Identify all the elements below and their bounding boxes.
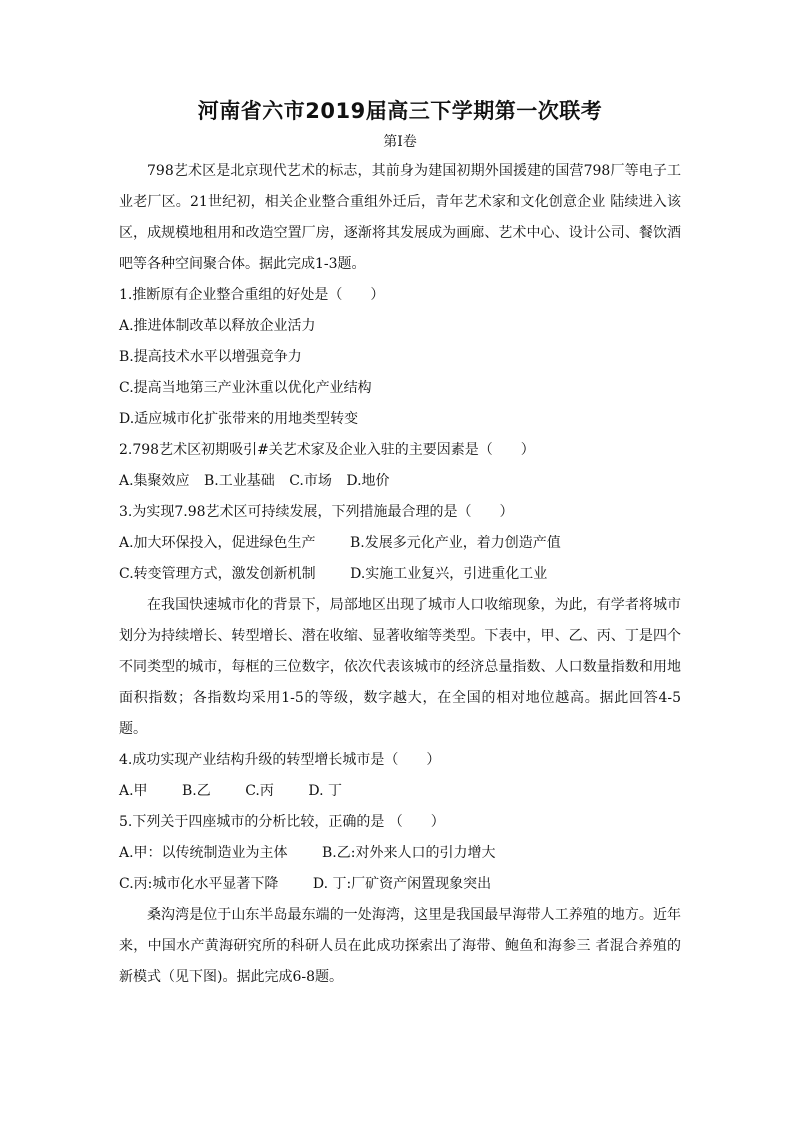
question-3-option-b: B.发展多元化产业，着力创造产值 (350, 535, 561, 551)
question-2-stem: 2.798艺术区初期吸引#关艺术家及企业入驻的主要因素是（ ） (119, 442, 535, 458)
question-4-option-d: D. 丁 (308, 783, 342, 799)
question-5-option-b: B.乙:对外来人口的引力增大 (322, 845, 496, 861)
question-2 (119, 435, 681, 497)
question-5-option-a: A.甲：以传统制造业为主体 (119, 845, 288, 861)
question-3 (119, 497, 681, 590)
question-4 (119, 745, 681, 807)
passage-798: 798艺术区是北京现代艺术的标志，其前身为建国初期外国援建的国营798厂等电子工业老厂区。21世纪初，相关企业整合重组外迁后，青年艺术家和文化创意企业 陆续进入该区，成规模地租用和改造空置厂房，逐渐将其发展成为画廊、艺术中心、设计公司、餐饮酒吧等各种空间聚合体。据此完成1-3题。 (119, 163, 681, 272)
passage-urban-shrinkage: 在我国快速城市化的背景下，局部地区出现了城市人口收缩现象，为此，有学者将城市划分为持续增长、转型增长、潜在收缩、显著收缩等类型。下表中，甲、乙、丙、丁是四个不同类型的城市，每框的三位数字，依次代表该城市的经济总量指数、人口数量指数和用地面积指数；各指数均采用1-5的等级，数字越大，在全国的相对地位越高。据此回答4-5题。 (119, 597, 681, 737)
question-5-option-d: D. 丁:厂矿资产闲置现象突出 (312, 876, 492, 892)
question-1 (119, 280, 681, 435)
question-4-options (119, 776, 681, 807)
question-1-option-a: A.推进体制改革以释放企业活力 (119, 318, 316, 334)
question-1-option-d: D.适应城市化扩张带来的用地类型转变 (119, 411, 359, 427)
question-3-options-ab (119, 528, 681, 559)
exam-page (119, 96, 681, 993)
question-5-option-c: C.丙:城市化水平显著下降 (119, 876, 279, 892)
question-3-options-cd (119, 559, 681, 590)
passage-sanggou-bay: 桑沟湾是位于山东半岛最东端的一处海湾，这里是我国最早海带人工养殖的地方。近年来，中国水产黄海研究所的科研人员在此成功探索出了海带、鲍鱼和海参三 者混合养殖的新模式（见下图)。据此完成6-8题。 (119, 907, 681, 985)
question-2-option-c: C.市场 (289, 473, 332, 489)
question-1-option-c: C.提高当地第三产业沐重以优化产业结构 (119, 380, 372, 396)
section-title: 第Ⅰ卷 (383, 134, 417, 150)
question-5-options-cd (119, 869, 681, 900)
question-2-options (119, 466, 681, 497)
question-1-stem: 1.推断原有企业整合重组的好处是（ ） (119, 287, 385, 303)
question-5-options-ab (119, 838, 681, 869)
question-2-option-b: B.工业基础 (204, 473, 275, 489)
question-4-option-a: A.甲 (119, 783, 148, 799)
question-3-option-c: C.转变管理方式，激发创新机制 (119, 566, 316, 582)
question-5 (119, 807, 681, 900)
question-4-stem: 4.成功实现产业结构升级的转型增长城市是（ ） (119, 752, 441, 768)
question-2-option-a: A.集聚效应 (119, 473, 190, 489)
question-3-option-a: A.加大环保投入，促进绿色生产 (119, 535, 316, 551)
exam-title: 河南省六市2019届高三下学期第一次联考 (197, 99, 603, 123)
question-3-option-d: D.实施工业复兴，引进重化工业 (350, 566, 548, 582)
question-1-option-b: B.提高技术水平以增强竞争力 (119, 349, 302, 365)
question-5-stem: 5.下列关于四座城市的分析比较，正确的是 （ ） (119, 814, 445, 830)
question-3-stem: 3.为实现7.98艺术区可持续发展，下列措施最合理的是（ ） (119, 504, 514, 520)
question-4-option-b: B.乙 (182, 783, 211, 799)
question-2-option-d: D.地价 (346, 473, 390, 489)
question-4-option-c: C.丙 (245, 783, 274, 799)
